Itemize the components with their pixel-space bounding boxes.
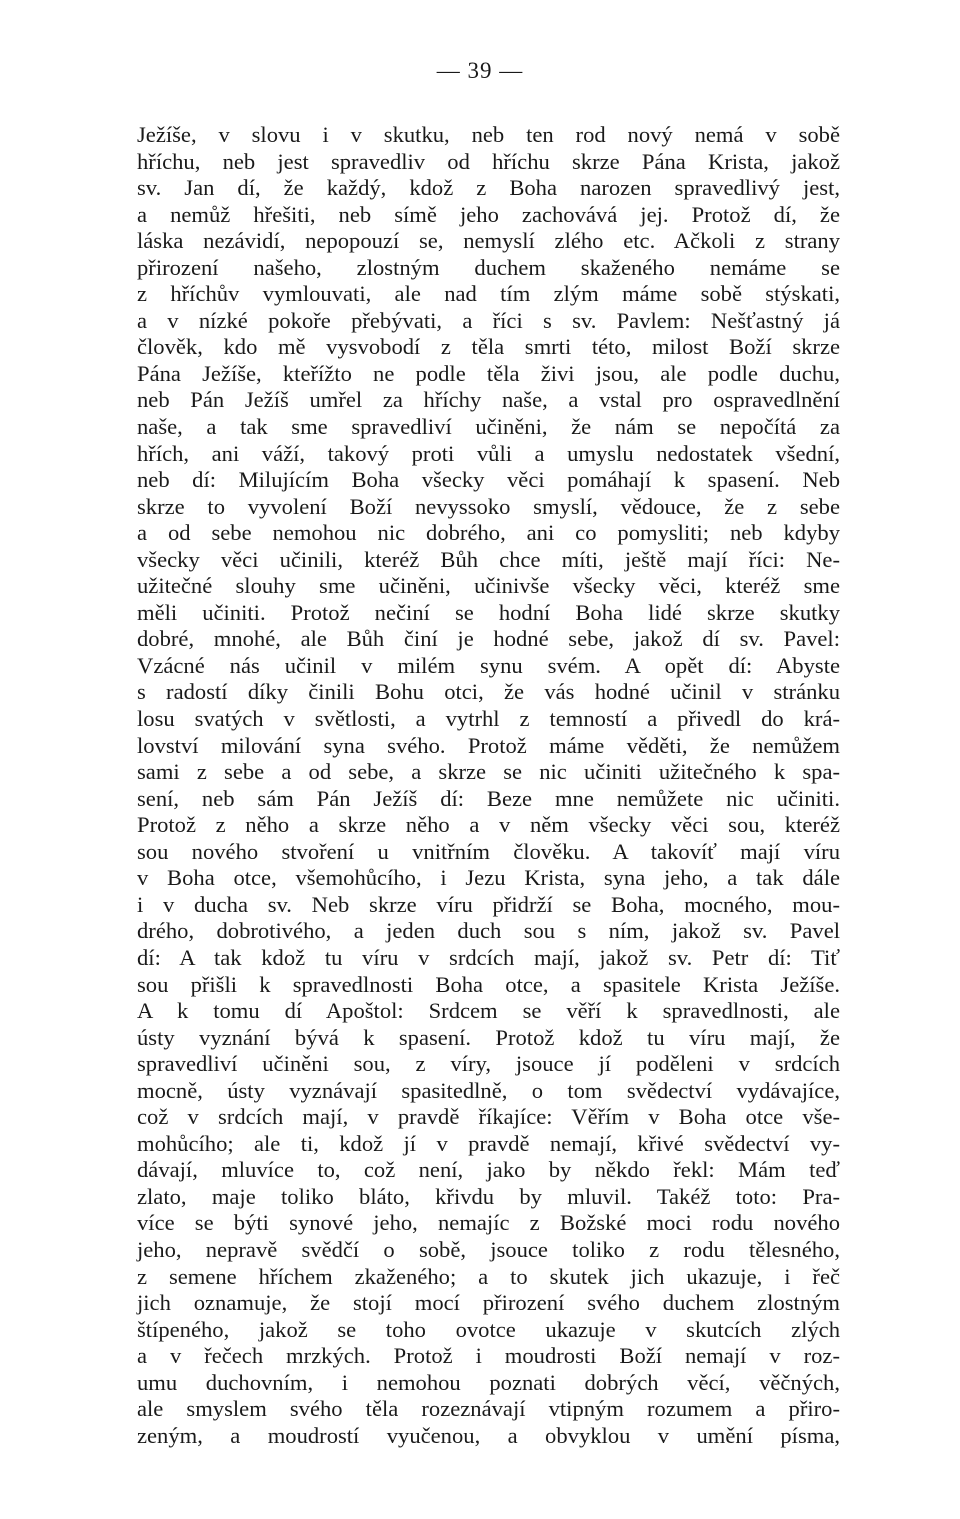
text-line: Vzácné nás učinil v milém synu svém. A opět dí: Abyste	[137, 652, 840, 678]
text-line: a v nízké pokoře přebývati, a říci s sv. Pavlem: Nešťastný já	[137, 307, 840, 333]
text-line: měli učiniti. Protož nečiní se hodní Boha lidé skrze skutky	[137, 599, 840, 625]
text-line: jich oznamuje, že stojí mocí přirození svého duchem zlostným	[137, 1290, 840, 1316]
text-line: sami z sebe a od sebe, a skrze se nic učiniti užitečného k spa-	[137, 759, 840, 785]
text-line: sou nového stvoření u vnitřním člověku. A takovíť mají víru	[137, 838, 840, 864]
text-line: drého, dobrotivého, a jeden duch sou s ním, jakož sv. Pavel	[137, 918, 840, 944]
text-line: mohůcího; ale ti, kdož jí v pravdě nemají, křivé svědectví vy-	[137, 1130, 840, 1156]
text-line: dobré, mnohé, ale Bůh činí je hodné sebe, jakož dí sv. Pavel:	[137, 626, 840, 652]
text-line: a v řečech mrzkých. Protož i moudrosti Boží nemají v roz-	[137, 1343, 840, 1369]
text-line: což v srdcích mají, v pravdě říkajíce: Věřím v Boha otce vše-	[137, 1104, 840, 1130]
text-line: zlato, maje toliko bláto, křivdu by mluvil. Takéž toto: Pra-	[137, 1183, 840, 1209]
text-line: z hříchův vymlouvati, ale nad tím zlým máme sobě stýskati,	[137, 281, 840, 307]
text-line: zeným, a moudrostí vyučenou, a obvyklou v umění písma,	[137, 1422, 840, 1448]
text-line: dí: A tak kdož tu víru v srdcích mají, jakož sv. Petr dí: Tiť	[137, 944, 840, 970]
text-line: láska nezávidí, nepopouzí se, nemyslí zlého etc. Ačkoli z strany	[137, 228, 840, 254]
text-line: i v ducha sv. Neb skrze víru přidrží se Boha, mocného, mou-	[137, 891, 840, 917]
text-line: přirození našeho, zlostným duchem skaženého nemáme se	[137, 254, 840, 280]
text-line: více se býti synové jeho, nemajíc z Božské moci rodu nového	[137, 1210, 840, 1236]
text-line: a od sebe nemohou nic dobrého, ani co pomysliti; neb kdyby	[137, 520, 840, 546]
text-line: skrze to vyvolení Boží nevyssoko smyslí, vědouce, že z sebe	[137, 493, 840, 519]
text-line: neb Pán Ježíš umřel za hříchy naše, a vstal pro ospravedlnění	[137, 387, 840, 413]
text-line: ale smyslem svého těla rozeznávají vtipným rozumem a přiro-	[137, 1396, 840, 1422]
text-line: s radostí díky činili Bohu otci, že vás hodné učinil v stránku	[137, 679, 840, 705]
text-line: spravedliví učiněni sou, z víry, jsouce jí poděleni v srdcích	[137, 1051, 840, 1077]
text-line: hřích, ani váží, takový proti vůli a umyslu nedostatek všední,	[137, 440, 840, 466]
text-line: Pána Ježíše, kteřížto ne podle těla živi jsou, ale podle duchu,	[137, 360, 840, 386]
text-line: člověk, kdo mě vysvobodí z těla smrti této, milost Boží skrze	[137, 334, 840, 360]
text-line: A k tomu dí Apoštol: Srdcem se věří k spravedlnosti, ale	[137, 998, 840, 1024]
text-line: ústy vyznání bývá k spasení. Protož kdož tu víru mají, že	[137, 1024, 840, 1050]
text-line: sv. Jan dí, že každý, kdož z Boha narozen spravedlivý jest,	[137, 175, 840, 201]
text-line: štípeného, jakož se toho ovotce ukazuje v skutcích zlých	[137, 1316, 840, 1342]
text-line: jeho, nepravě svědčí o sobě, jsouce toliko z rodu tělesného,	[137, 1236, 840, 1262]
text-line: hříchu, neb jest spravedliv od hříchu skrze Pána Krista, jakož	[137, 148, 840, 174]
text-line: v Boha otce, všemohůcího, i Jezu Krista, syna jeho, a tak dále	[137, 865, 840, 891]
text-line: sou přišli k spravedlnosti Boha otce, a spasitele Krista Ježíše.	[137, 971, 840, 997]
page-number: — 39 —	[436, 58, 524, 83]
text-line: umu duchovním, i nemohou poznati dobrých věcí, věčných,	[137, 1369, 840, 1395]
text-line: lovství milování syna svého. Protož máme věděti, že nemůžem	[137, 732, 840, 758]
text-line: Ježíše, v slovu i v skutku, neb ten rod nový nemá v sobě	[137, 122, 840, 147]
text-line: a nemůž hřešiti, neb símě jeho zachovává jej. Protož dí, že	[137, 201, 840, 227]
text-line: z semene hříchem zkaženého; a to skutek jich ukazuje, i řeč	[137, 1263, 840, 1289]
text-line: užitečné slouhy sme učiněni, učinivše všecky věci, kteréž sme	[137, 573, 840, 599]
text-line: všecky věci učinili, kteréž Bůh chce míti, ještě mají říci: Ne-	[137, 546, 840, 572]
text-line: neb dí: Milujícím Boha všecky věci pomáhají k spasení. Neb	[137, 467, 840, 493]
text-line: sení, neb sám Pán Ježíš dí: Beze mne nemůžete nic učiniti.	[137, 785, 840, 811]
text-line: dávají, mluvíce to, což není, jako by někdo řekl: Mám teď	[137, 1157, 840, 1183]
text-line: Protož z něho a skrze něho a v něm všecky věci sou, kteréž	[137, 812, 840, 838]
text-line: losu svatých v světlosti, a vytrhl z temností a přivedl do krá-	[137, 706, 840, 732]
text-line: mocně, ústy vyznávají spasitedlně, o tom svědectví vydávajíce,	[137, 1077, 840, 1103]
text-line: naše, a tak sme spravedliví učiněni, že nám se nepočítá za	[137, 414, 840, 440]
body-text	[137, 122, 840, 1449]
